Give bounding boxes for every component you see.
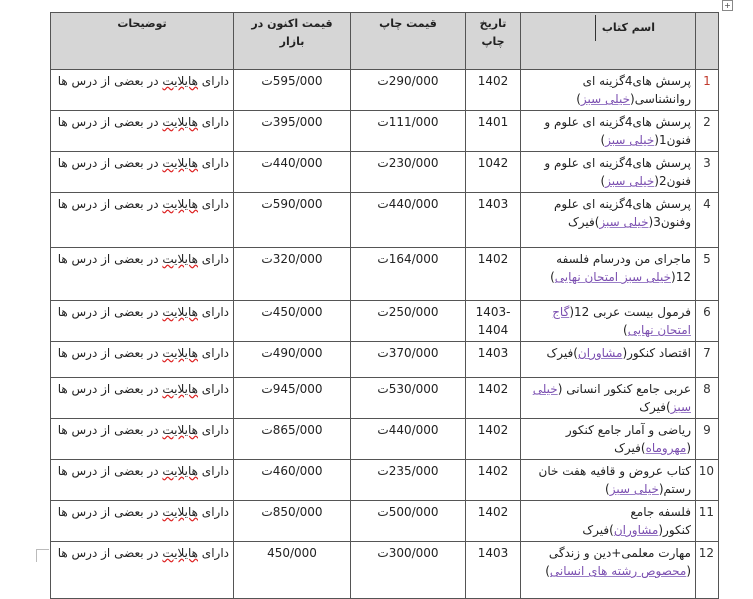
book-name-suffix: )فیرک [546,346,578,360]
spellcheck-word: هایلایت [162,346,198,360]
description-text-rest: در بعضی از درس ها [57,305,163,319]
book-name-suffix: )فیرک [614,441,646,455]
description-cell[interactable] [51,193,234,248]
book-name: اقتصاد کنکور( [622,346,691,360]
publisher-tag: خیلی سبز امتحان نهایی [554,270,672,284]
spellcheck-word: هایلایت [162,423,198,437]
print-price[interactable]: 440/000ت [351,419,466,460]
header-name-label: اسم کتاب [601,21,655,34]
header-market-price: قیمت اکنون در بازار [234,13,351,70]
row-number: 8 [696,378,719,419]
print-price[interactable]: 164/000ت [351,248,466,301]
market-price[interactable]: 865/000ت [234,419,351,460]
table-row [51,193,719,248]
description-text-rest: در بعضی از درس ها [57,197,163,211]
page-corner-mark [36,549,49,562]
book-name-suffix: ) [600,133,606,147]
print-year[interactable]: 1042 [466,152,521,193]
description-text-rest: در بعضی از درس ها [57,346,163,360]
table-row [51,501,719,542]
print-price[interactable]: 230/000ت [351,152,466,193]
print-price[interactable]: 370/000ت [351,342,466,378]
description-cell[interactable] [51,542,234,599]
description-text-rest: در بعضی از درس ها [57,74,163,88]
header-print-price: قیمت چاپ [351,13,466,70]
print-price[interactable]: 300/000ت [351,542,466,599]
row-number: 6 [696,301,719,342]
description-text-rest: در بعضی از درس ها [57,382,163,396]
book-name: ریاضی و آمار جامع کنکور ( [565,423,691,455]
description-text-rest: در بعضی از درس ها [57,505,163,519]
book-name-suffix: )فیرک [639,400,671,414]
row-number: 10 [696,460,719,501]
print-year[interactable]: 1402 [466,378,521,419]
book-name-suffix: ) [576,92,581,106]
book-name: عربی جامع کنکور انسانی ( [557,382,691,396]
row-number: 7 [696,342,719,378]
description-cell[interactable] [51,248,234,301]
description-text: دارای [197,546,229,560]
book-name-cell[interactable] [521,70,696,111]
description-cell[interactable] [51,152,234,193]
publisher-tag: خیلی سبز [605,133,655,147]
header-row [51,13,719,70]
market-price[interactable]: 450/000ت [234,301,351,342]
row-number: 4 [696,193,719,248]
book-name: فلسفه جامع کنکور( [630,505,691,537]
publisher-tag: خیلی سبز [609,482,659,496]
book-name-cell[interactable] [521,501,696,542]
book-name-cell[interactable] [521,193,696,248]
print-price[interactable]: 111/000ت [351,111,466,152]
book-name: فرمول بیست عربی 12( [569,305,691,319]
book-name-suffix: )فیرک [567,215,600,229]
description-text: دارای [197,74,229,88]
publisher-tag: محصوص رشته های انسانی [549,564,687,578]
print-year[interactable]: 1403 [466,193,521,248]
book-name: پرسش های4گزینه ای علوم و فنون1( [544,115,691,147]
publisher-tag: مهروماه [645,441,687,455]
publisher-tag: خیلی سبز [599,215,649,229]
spellcheck-word: هایلایت [162,505,198,519]
print-year[interactable]: 1403-1404 [466,301,521,342]
spellcheck-word: هایلایت [162,156,198,170]
table-move-handle[interactable]: + [722,0,733,11]
book-name: ماجرای من ودرسام فلسفه 12( [556,252,691,284]
table-row [51,542,719,599]
print-price[interactable]: 290/000ت [351,70,466,111]
book-name-cell[interactable] [521,301,696,342]
book-name-cell[interactable] [521,152,696,193]
spellcheck-word: هایلایت [162,305,198,319]
print-year[interactable]: 1402 [466,501,521,542]
market-price[interactable]: 450/000 [234,542,351,599]
market-price[interactable]: 440/000ت [234,152,351,193]
row-number: 5 [696,248,719,301]
book-name-suffix: ) [545,564,550,578]
print-price[interactable]: 235/000ت [351,460,466,501]
books-table [50,12,719,599]
description-cell[interactable] [51,301,234,342]
spellcheck-word: هایلایت [162,546,198,560]
print-price[interactable]: 530/000ت [351,378,466,419]
description-text-rest: در بعضی از درس ها [57,115,163,129]
row-number: 11 [696,501,719,542]
print-year[interactable]: 1402 [466,248,521,301]
print-price[interactable]: 440/000ت [351,193,466,248]
spellcheck-word: هایلایت [162,197,198,211]
table-row [51,248,719,301]
print-year[interactable]: 1402 [466,70,521,111]
description-text: دارای [197,382,229,396]
header-description: توضیحات [51,13,234,70]
book-name-suffix: ) [550,270,555,284]
publisher-tag: خیلی سبز [580,92,631,106]
book-name-cell[interactable] [521,419,696,460]
description-text-rest: در بعضی از درس ها [57,464,163,478]
description-text: دارای [197,305,229,319]
book-name: پرسش های4گزینه ای علوم وفنون3( [553,197,691,229]
description-text: دارای [197,156,229,170]
print-price[interactable]: 250/000ت [351,301,466,342]
book-name-cell[interactable] [521,248,696,301]
book-name-cell[interactable] [521,460,696,501]
market-price[interactable]: 320/000ت [234,248,351,301]
row-number: 2 [696,111,719,152]
table-row [51,301,719,342]
description-text: دارای [197,505,229,519]
description-text-rest: در بعضی از درس ها [57,156,163,170]
book-name-suffix: ) [605,482,610,496]
market-price[interactable]: 850/000ت [234,501,351,542]
table-row [51,460,719,501]
spellcheck-word: هایلایت [162,464,198,478]
text-cursor [595,15,596,41]
description-text: دارای [197,464,229,478]
description-text: دارای [197,346,229,360]
description-text: دارای [197,115,229,129]
print-year[interactable]: 1403 [466,342,521,378]
description-text: دارای [197,423,229,437]
publisher-tag: مشاوران [577,346,623,360]
book-name-suffix: ) [600,174,606,188]
description-text-rest: در بعضی از درس ها [57,252,163,266]
book-name-cell[interactable] [521,342,696,378]
market-price[interactable]: 590/000ت [234,193,351,248]
table-row [51,378,719,419]
row-number: 1 [696,70,719,111]
print-price[interactable]: 500/000ت [351,501,466,542]
row-number: 3 [696,152,719,193]
spellcheck-word: هایلایت [162,115,198,129]
description-text: دارای [197,252,229,266]
book-name: کتاب عروض و قافیه هفت خان رستم( [538,464,691,496]
spellcheck-word: هایلایت [162,382,198,396]
header-num [696,13,719,70]
description-cell[interactable] [51,342,234,378]
print-year[interactable]: 1402 [466,419,521,460]
description-text-rest: در بعضی از درس ها [57,423,163,437]
table-row [51,342,719,378]
description-cell[interactable] [51,460,234,501]
print-year[interactable]: 1402 [466,460,521,501]
description-text: دارای [197,197,229,211]
market-price[interactable]: 595/000ت [234,70,351,111]
book-name-suffix: ) [623,323,628,337]
spellcheck-word: هایلایت [162,252,198,266]
table-row [51,70,719,111]
publisher-tag: مشاوران [613,523,659,537]
description-cell[interactable] [51,111,234,152]
description-cell[interactable] [51,419,234,460]
market-price[interactable]: 945/000ت [234,378,351,419]
book-name-cell[interactable] [521,542,696,599]
description-text-rest: در بعضی از درس ها [57,546,163,560]
table-row [51,111,719,152]
book-name-cell[interactable] [521,378,696,419]
spellcheck-word: هایلایت [162,74,198,88]
description-cell[interactable] [51,501,234,542]
description-cell[interactable] [51,70,234,111]
row-number: 12 [696,542,719,599]
book-name: پرسش های4گزینه ای روانشناسی( [582,74,691,106]
header-year: تاریخ چاپ [466,13,521,70]
header-name [521,13,696,70]
table-row [51,152,719,193]
publisher-tag: خیلی سبز [605,174,655,188]
book-name-cell[interactable] [521,111,696,152]
book-name-suffix: )فیرک [582,523,614,537]
table-row [51,419,719,460]
description-cell[interactable] [51,378,234,419]
publisher-tag: گاج امتحان نهایی [552,305,691,337]
market-price[interactable]: 395/000ت [234,111,351,152]
market-price[interactable]: 490/000ت [234,342,351,378]
row-number: 9 [696,419,719,460]
publisher-tag: خیلی سبز [532,382,691,414]
market-price[interactable]: 460/000ت [234,460,351,501]
print-year[interactable]: 1403 [466,542,521,599]
book-name: مهارت معلمی+دین و زندگی ( [548,546,691,578]
book-name: پرسش های4گزینه ای علوم و فنون2( [544,156,691,188]
print-year[interactable]: 1401 [466,111,521,152]
